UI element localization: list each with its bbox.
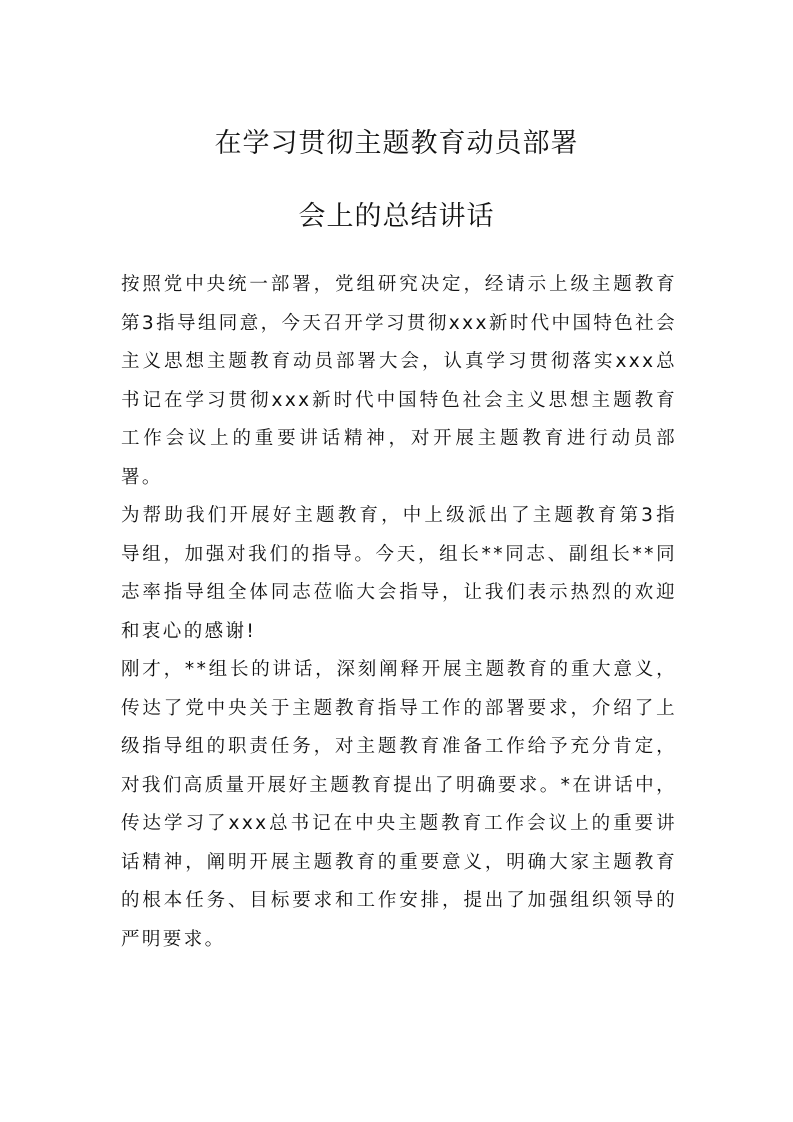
paragraph-1: 按照党中央统一部署，党组研究决定，经请示上级主题教育第3指导组同意，今天召开学习贯彻xxx新时代中国特色社会主义思想主题教育动员部署大会，认真学习贯彻落实xxx总书记在学习贯彻xxx新时代中国特色社会主义思想主题教育工作会议上的重要讲话精神，对开展主题教育进行动员部署。 <box>121 274 677 488</box>
document-title-line-2: 会上的总结讲话 <box>298 201 495 232</box>
document-title-line-1: 在学习贯彻主题教育动员部署 <box>214 128 579 159</box>
document-body <box>121 266 677 959</box>
paragraph-3: 刚才，**组长的讲话，深刻阐释开展主题教育的重大意义，传达了党中央关于主题教育指导工作的部署要求，介绍了上级指导组的职责任务，对主题教育准备工作给予充分肯定，对我们高质量开展好主题教育提出了明确要求。*在讲话中，传达学习了xxx总书记在中央主题教育工作会议上的重要讲话精神，阐明开展主题教育的重要意义，明确大家主题教育的根本任务、目标要求和工作安排，提出了加强组织领导的严明要求。 <box>121 659 677 950</box>
paragraph-2: 为帮助我们开展好主题教育，中上级派出了主题教育第3指导组，加强对我们的指导。今天，组长**同志、副组长**同志率指导组全体同志莅临大会指导，让我们表示热烈的欢迎和衷心的感谢! <box>121 505 677 642</box>
